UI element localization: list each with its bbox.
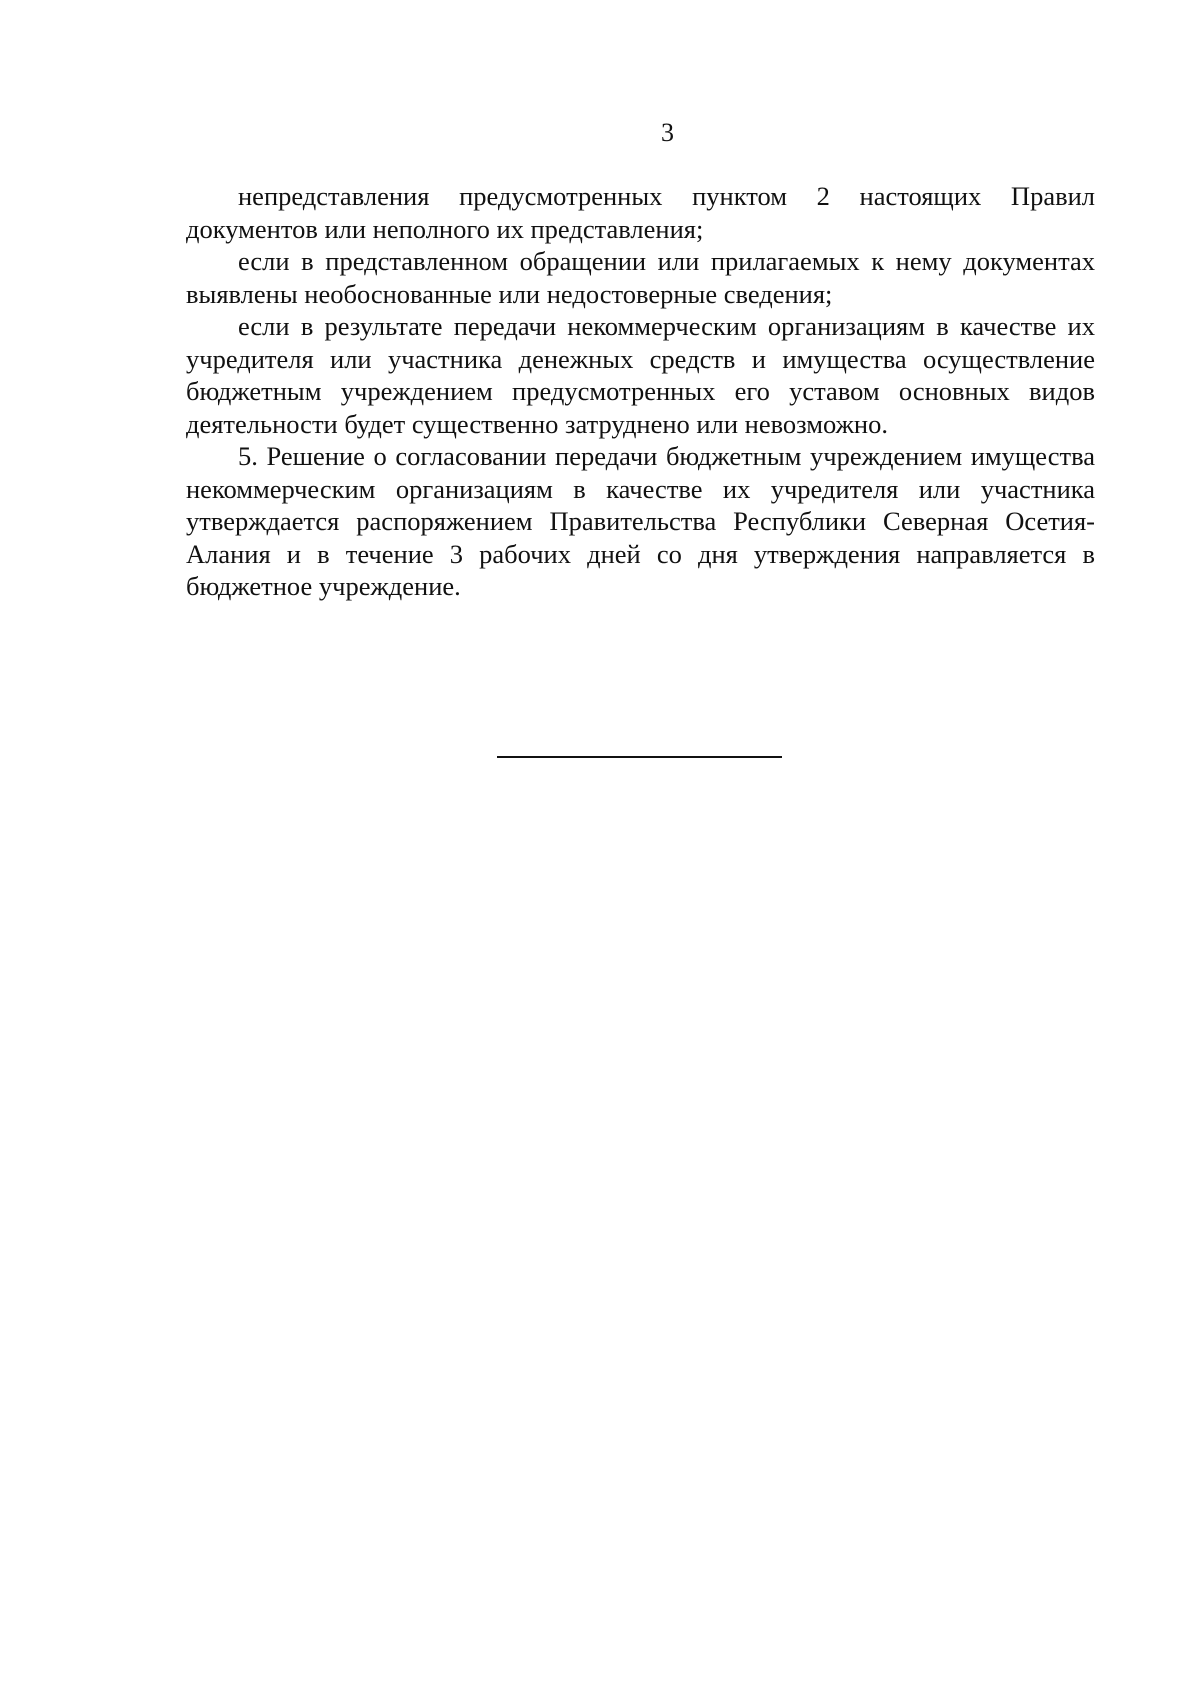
paragraph-refusal-activity-impaired: если в результате передачи некоммерческим организациям в качестве их учредителя или участника денежных средств и имущества осуществление бюджетным учреждением предусмотренных его уставом основных видов деятельности будет существенно затруднено или невозможно. — [186, 311, 1095, 439]
paragraph-refusal-incomplete-documents: непредставления предусмотренных пунктом 2 настоящих Правил документов или неполного их представления; — [186, 181, 1095, 244]
closing-separator-line — [497, 756, 782, 758]
paragraph-item-5-decision: 5. Решение о согласовании передачи бюджетным учреждением имущества некоммерческим организациям в качестве их учредителя или участника утверждается распоряжением Правительства Республики Северная Осетия-Алания и в течение 3 рабочих дней со дня утверждения направляется в бюджетное учреждение. — [186, 441, 1095, 601]
paragraph-refusal-unreliable-information: если в представленном обращении или прилагаемых к нему документах выявлены необоснованные или недостоверные сведения; — [186, 246, 1095, 309]
page-number: 3 — [661, 118, 674, 147]
document-body — [186, 180, 1095, 603]
